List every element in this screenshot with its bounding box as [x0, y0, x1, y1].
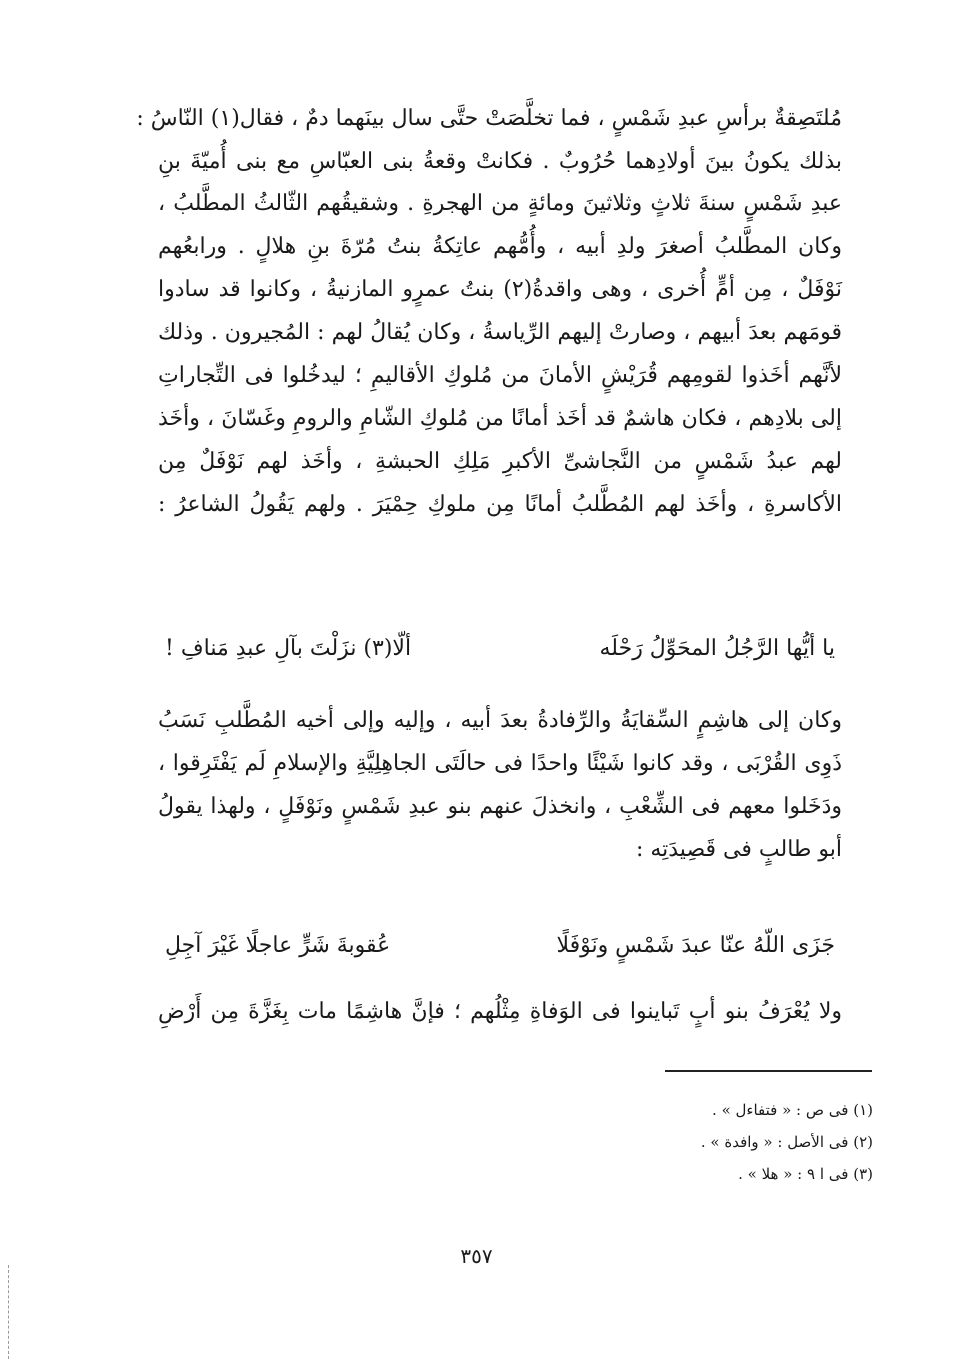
scan-edge-mark — [8, 1265, 9, 1359]
verse-right-hemistich: جَزَى اللّهُ عنّا عبدَ شَمْسٍ ونَوْفَلًا — [556, 933, 835, 958]
verse-left-hemistich: ألّا(٣) نزَلْتَ بآلِ عبدِ مَنافِ ! — [165, 636, 412, 661]
verse-line — [165, 931, 835, 965]
text-line: ولا يُعْرَفُ بنو أبٍ تَباينوا فى الوَفاةِ مِثْلُهم ؛ فإنَّ هاشِمًا مات بِغَزَّةَ مِن أَرْضِ — [158, 999, 842, 1024]
footnote: (٢) فى الأصل : « وافدة » . — [700, 1133, 873, 1151]
page-number: ٣٥٧ — [460, 1244, 493, 1268]
footnote: (١) فى ص : « فتفاءل » . — [712, 1101, 873, 1119]
text-line: إلى بلادِهم ، فكان هاشمٌ قد أخَذ أمانًا من مُلوكِ الشّامِ والرومِ وغَسّانَ ، وأخَذ — [158, 406, 842, 431]
verse-right-hemistich: يا أيُّها الرَّجُلُ المحَوِّلُ رَحْلَه — [599, 636, 835, 661]
text-line: قومَهم بعدَ أبيهم ، وصارتْ إليهم الرِّياسةُ ، وكان يُقالُ لهم : المُجيرون . وذلك — [158, 320, 842, 345]
text-line: بذلك يكونُ بينَ أولادِهما حُرُوبٌ . فكانتْ وقعةُ بنى العبّاسِ مع بنى أُميّةَ بنِ — [158, 149, 842, 174]
text-line: ودَخَلوا معهم فى الشِّعْبِ ، وانخذلَ عنهم بنو عبدِ شَمْسٍ ونَوْفَلٍ ، ولهذا يقولُ — [158, 794, 842, 819]
text-line: لأنَّهم أخَذوا لقومِهم قُرَيْشٍ الأمانَ من مُلوكِ الأقاليمِ ؛ ليدخُلوا فى التِّجاراتِ — [158, 363, 842, 388]
footnote-separator — [665, 1070, 872, 1072]
text-line: الأكاسرةِ ، وأخَذ لهم المُطَّلبُ أمانًا مِن ملوكِ حِمْيَرَ . ولهم يَقُولُ الشاعرُ : — [158, 492, 842, 517]
text-line: ذَوِى القُرْبَى ، وقد كانوا شَيْئًا واحدًا فى حالَتَى الجاهِلِيَّةِ والإسلامِ لَم يَفْتَرِقوا ، — [158, 751, 842, 776]
text-line: وكان المطَّلبُ أصغرَ ولدِ أبيه ، وأُمُّهم عاتِكةُ بنتُ مُرّةَ بنِ هلالٍ . ورابعُهم — [158, 234, 842, 259]
text-line: وكان إلى هاشِمٍ السِّقايَةُ والرِّفادةُ بعدَ أبيه ، وإليه وإلى أخيه المُطَّلبِ نَسَبُ — [158, 708, 842, 733]
text-line: أبو طالبٍ فى قَصِيدَتِه : — [635, 837, 842, 862]
verse-line — [165, 634, 835, 668]
text-line: نَوْفَلٌ ، مِن أمٍّ أُخرى ، وهى واقدةُ(٢) بنتُ عمرٍو المازنيةُ ، وكانوا قد سادوا — [158, 277, 842, 302]
text-line: عبدِ شَمْسٍ سنةَ ثلاثٍ وثلاثينَ ومائةٍ من الهجرةِ . وشقيقُهم الثّالثُ المطَّلبُ ، — [158, 191, 842, 216]
text-line: مُلتَصِقةٌ برأسِ عبدِ شَمْسٍ ، فما تخلَّصَتْ حتَّى سال بينَهما دمٌ ، فقال(١) النّاسُ : — [136, 106, 842, 131]
footnote: (٣) فى ا ٩ : « هلا » . — [738, 1165, 873, 1183]
verse-left-hemistich: عُقوبةَ شَرٍّ عاجلًا غَيْرَ آجِلِ — [165, 933, 391, 958]
text-line: لهم عبدُ شَمْسٍ من النَّجاشىِّ الأكبرِ مَلِكِ الحبشةِ ، وأخَذ لهم نَوْفَلٌ مِن — [158, 449, 842, 474]
